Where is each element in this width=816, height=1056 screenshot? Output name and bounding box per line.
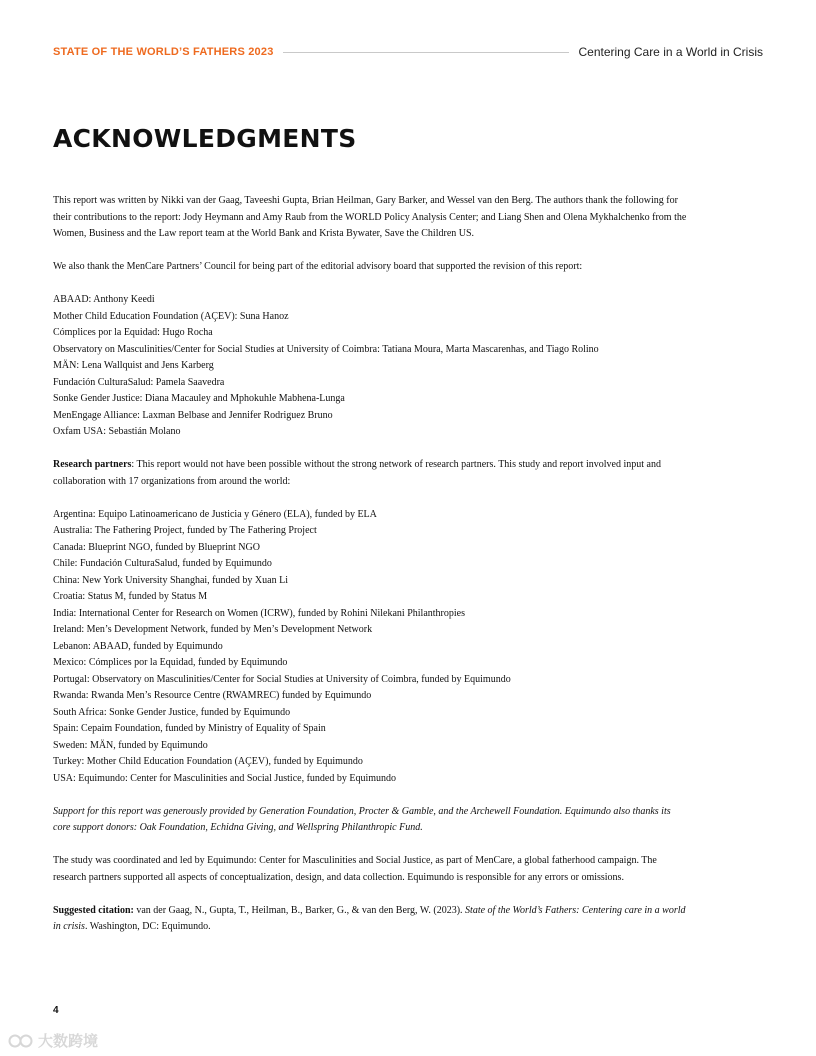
council-item: Observatory on Masculinities/Center for Social Studies at University of Coimbra: Tatiana Moura, Marta Mascarenhas, and Tiago Rolino (53, 343, 599, 355)
watermark (8, 1030, 98, 1051)
partner-item: South Africa: Sonke Gender Justice, funded by Equimundo (53, 706, 291, 718)
report-subtitle-header: Centering Care in a World in Crisis (578, 45, 763, 59)
page-number: 4 (53, 1005, 59, 1016)
page-title: ACKNOWLEDGMENTS (53, 124, 357, 153)
support-paragraph (53, 804, 688, 837)
council-item: ABAAD: Anthony Keedi (53, 294, 155, 305)
partner-item: Lebanon: ABAAD, funded by Equimundo (53, 640, 223, 652)
partner-item: Croatia: Status M, funded by Status M (53, 591, 208, 602)
report-title-header: STATE OF THE WORLD’S FATHERS 2023 (53, 46, 274, 58)
watermark-text: 大数跨境 (38, 1032, 99, 1050)
support-text: Support for this report was generously provided by Generation Foundation, Procter & Gamble, and the Archewell Foundation. Equimundo also thanks its core support donors: Oak Foundation, Echidna Giving, and Wellspring Philanthropic Fund. (53, 805, 671, 833)
council-item: MÄN: Lena Wallquist and Jens Karberg (53, 360, 214, 371)
partner-item: India: International Center for Research on Women (ICRW), funded by Rohini Nilekani Philanthropies (53, 607, 465, 619)
council-item: Sonke Gender Justice: Diana Macauley and Mphokuhle Mabhena-Lunga (53, 393, 345, 404)
partner-item: Portugal: Observatory on Masculinities/Center for Social Studies at University of Coimbra, funded by Equimundo (53, 673, 511, 685)
council-item: Cómplices por la Equidad: Hugo Rocha (53, 327, 213, 338)
citation-publisher: . Washington, DC: Equimundo. (84, 921, 211, 932)
partner-item: Spain: Cepaim Foundation, funded by Ministry of Equality of Spain (53, 723, 326, 734)
council-item: Fundación CulturaSalud: Pamela Saavedra (53, 376, 225, 388)
partners-list (53, 507, 688, 788)
citation-work-title: State of the World’s Fathers: Centering care in a world in crisis (53, 904, 686, 932)
citation-authors: van der Gaag, N., Gupta, T., Heilman, B., Barker, G., & van den Berg, W. (2023). (133, 904, 466, 916)
partner-item: USA: Equimundo: Center for Masculinities and Social Justice, funded by Equimundo (53, 772, 397, 784)
citation-label: Suggested citation: (53, 904, 134, 916)
partner-item: Chile: Fundación CulturaSalud, funded by Equimundo (53, 558, 272, 569)
partner-item: Turkey: Mother Child Education Foundation (AÇEV), funded by Equimundo (53, 756, 363, 767)
council-item: Oxfam USA: Sebastián Molano (53, 426, 181, 437)
research-partners-label: Research partners (53, 459, 132, 470)
intro-paragraph: This report was written by Nikki van der Gaag, Taveeshi Gupta, Brian Heilman, Gary Barker, and Wessel van den Berg. The authors thank the following for their contributions to the report: Jody Heymann and Amy Raub from the WORLD Policy Analysis Center; and Liang Shen and Olena Mykhalchenko from the Women, Business and the Law report team at the World Bank and Krista Bywater, Save the Children US. (53, 195, 687, 239)
partner-item: Canada: Blueprint NGO, funded by Blueprint NGO (53, 541, 260, 553)
header-divider (283, 52, 570, 53)
council-item: MenEngage Alliance: Laxman Belbase and Jennifer Rodriguez Bruno (53, 409, 333, 421)
research-partners-paragraph (53, 457, 688, 490)
council-intro-paragraph: We also thank the MenCare Partners’ Council for being part of the editorial advisory board that supported the revision of this report: (53, 261, 583, 272)
partner-item: Sweden: MÄN, funded by Equimundo (53, 739, 208, 751)
partner-item: China: New York University Shanghai, funded by Xuan Li (53, 574, 288, 586)
partner-item: Mexico: Cómplices por la Equidad, funded by Equimundo (53, 657, 288, 668)
research-partners-text: : This report would not have been possible without the strong network of research partners. This study and report involved input and collaboration with 17 organizations from around the world: (53, 459, 661, 487)
watermark-logo-icon (8, 1033, 34, 1049)
partner-item: Australia: The Fathering Project, funded by The Fathering Project (53, 525, 317, 536)
partner-item: Argentina: Equipo Latinoamericano de Justicia y Género (ELA), funded by ELA (53, 508, 377, 520)
acknowledgments-body (53, 193, 688, 952)
running-header (53, 44, 763, 60)
partner-item: Rwanda: Rwanda Men’s Resource Centre (RWAMREC) funded by Equimundo (53, 690, 372, 701)
council-item: Mother Child Education Foundation (AÇEV): Suna Hanoz (53, 310, 289, 322)
citation-paragraph (53, 903, 688, 936)
partner-item: Ireland: Men’s Development Network, funded by Men’s Development Network (53, 624, 373, 635)
coordination-paragraph: The study was coordinated and led by Equimundo: Center for Masculinities and Social Justice, as part of MenCare, a global fatherhood campaign. The research partners supported all aspects of conceptualization, design, and data collection. Equimundo is responsible for any errors or omissions. (53, 855, 657, 883)
council-list (53, 292, 688, 441)
